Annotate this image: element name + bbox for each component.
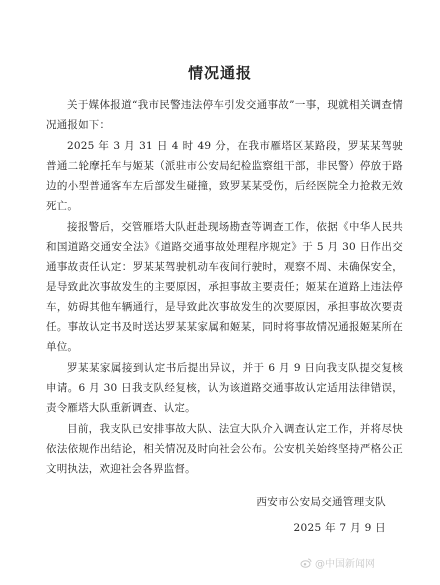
paragraph-intro: 关于媒体报道“我市民警违法停车引发交通事故”一事，现就相关调查情况通报如下：: [46, 99, 403, 131]
document-body: [46, 95, 403, 480]
document-title: 情况通报: [187, 64, 252, 82]
paragraph-investigation: 接报警后，交管雁塔大队赶赴现场勘查等调查工作，依据《中华人民共和国道路交通安全法》《道路交通事故处理程序规定》于 5 月 30 日作出交通事故责任认定：罗某某驾驶机动车夜间行驶时，观察不周、未确保安全，是导致此次事故发生的主要原因，承担事故主要责任；姬某在道路上违法停车，妨碍其他车辆通行，是导致此次事故发生的次要原因，承担事故次要责任。事故认定书及时送达罗某某家属和姬某，同时将事故情况通报姬某所在单位。: [46, 221, 403, 353]
signature-organization: 西安市公安局交通管理支队: [256, 496, 386, 508]
watermark-text: @中国新闻网: [315, 559, 375, 570]
watermark: [300, 555, 375, 570]
weibo-icon: [300, 557, 312, 569]
paragraph-current-status: 目前，我支队已安排事故大队、法宣大队介入调查认定工作，并将尽快依法依规作出结论，相关情况及时向社会公布。公安机关始终坚持严格公正文明执法，欢迎社会各界监督。: [46, 423, 403, 475]
paragraph-incident: 2025 年 3 月 31 日 4 时 49 分，在我市雁塔区某路段，罗某某驾驶普通二轮摩托车与姬某（派驻市公安局纪检监察组干部，非民警）停放于路边的小型普通客车左后部发生碰撞，致罗某某受伤，后经医院全力抢救无效死亡。: [46, 140, 403, 212]
signature-date: 2025 年 7 月 9 日: [293, 522, 386, 534]
paragraph-review: 罗某某家属接到认定书后提出异议，并于 6 月 9 日向我支队提交复核申请。6 月 30 日我支队经复核，认为该道路交通事故认定适用法律错误，责令雁塔大队重新调查、认定。: [46, 362, 403, 414]
